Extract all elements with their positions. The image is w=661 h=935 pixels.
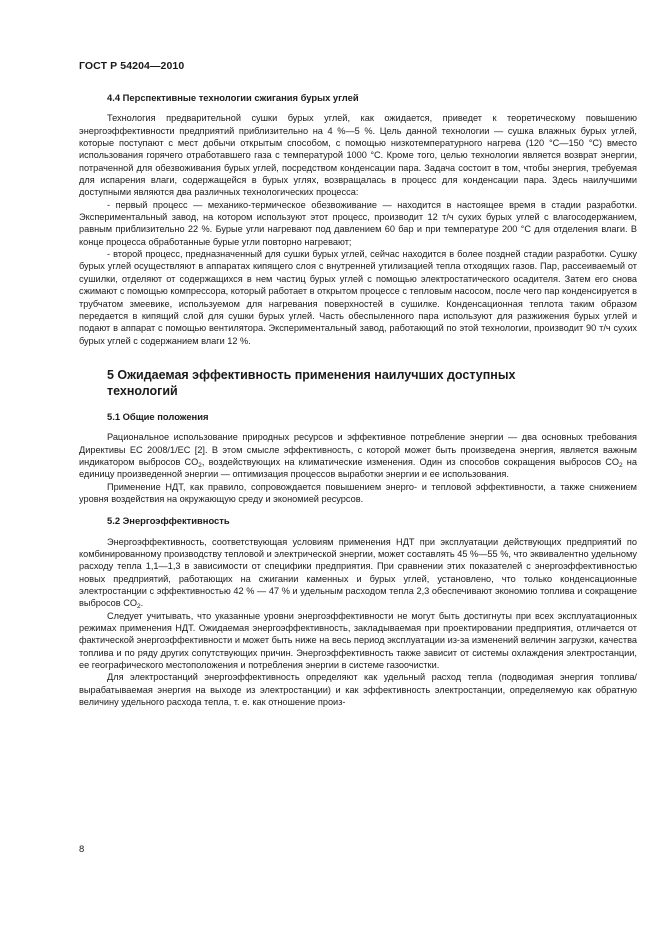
text-run: , воздействующих на климатические изменения. Один из способов сокращения выбросов CO	[201, 456, 620, 467]
section-5-1-heading: 5.1 Общие положения	[107, 410, 209, 422]
subscript: 2	[198, 461, 202, 469]
text-run: .	[140, 598, 144, 609]
list-item: - второй процесс, предназначенный для сушки бурых углей, сейчас находится в более поздней стадии разработки. Сушку бурых углей осуществляют в аппаратах кипящего слоя с внутренней утилизацией тепла отходящих газов. Пар, рассеиваемый от сушилки, отделяют от содержащихся в нем частиц бурых углей с помощью электростатического осадителя. Затем его снова сжимают с помощью компрессора, который работает в открытом процессе с тепловым насосом, после чего пар конденсируется в трубчатом змеевике, используемом для нагревания поверхностей в сушилке. Конденсационная теплота таким образом передается в кипящий слой для сушки бурых углей. Часть обеспыленного пара используют для разжижения бурых углей и подают в аппарат с помощью вентилятора. Экспериментальный завод, работающий по этой технологии, производит 90 т/ч сухих бурых углей с содержанием влаги 12 %.	[79, 249, 637, 346]
paragraph	[79, 536, 637, 610]
text-run: на единицу произведенной энергии — оптимизация процессов выработки энергии и ее использования.	[79, 456, 637, 480]
paragraph	[79, 431, 637, 480]
paragraph: Следует учитывать, что указанные уровни энергоэффективности не могут быть достигнуты при всех эксплуатационных режимах применения НДТ. Ожидаемая энергоэффективность, закладываемая при проектировании предприятия, отличается от фактической энергоэффективности и может быть ниже на весь период эксплуатации из-за изменений величин загрузки, качества топлива и по ряду других сопутствующих причин. Энергоэффективность также зависит от системы охлаждения электростанции, ее географического местоположения и потребления энергии в системе газоочистки.	[79, 610, 637, 671]
page-content	[79, 92, 637, 708]
document-header: ГОСТ Р 54204—2010	[79, 60, 185, 72]
section-5-heading: 5 Ожидаемая эффективность применения наилучших доступных технологий	[107, 367, 516, 398]
list-item: - первый процесс — механико-термическое обезвоживание — находится в настоящее время в стадии разработки. Экспериментальный завод, на котором используют этот процесс, производит 12 т/ч сухих бурых углей с влагосодержанием, равным приблизительно 22 %. Бурые угли нагревают под давлением 60 бар и при температуре 200 °C для отделения влаги. В конце процесса обработанные бурые угли повторно нагревают;	[79, 199, 637, 247]
text-run: Рациональное использование природных ресурсов и эффективное потребление энергии — два основных требования Директивы ЕС 2008/1/ЕС [2]. В этом смысле эффективность, с которой может быть произведена энергия, является важным индикатором выбросов CO	[79, 432, 637, 467]
page-number: 8	[79, 844, 85, 855]
subscript: 2	[137, 603, 141, 611]
paragraph: Для электростанций энергоэффективность определяют как удельный расход тепла (подводимая энергия топлива/вырабатываемая энергия на выходе из электростанции) и как эффективность электростанции, определяемую как обратную величину удельного расхода тепла, т. е. как отношение произ-	[79, 672, 637, 708]
section-5-2-heading: 5.2 Энергоэффективность	[107, 515, 230, 527]
section-4-4-heading: 4.4 Перспективные технологии сжигания бурых углей	[107, 92, 359, 103]
paragraph: Применение НДТ, как правило, сопровождается повышением энерго- и тепловой эффективности, а также снижением уровня воздействия на окружающую среду и экономией ресурсов.	[79, 481, 637, 504]
text-run: Энергоэффективность, соответствующая условиям применения НДТ при эксплуатации действующих предприятий по комбинированному производству тепловой и электрической энергии, может составлять 45 %—55 %, что эквивалентно удельному расходу тепла 1,1—1,3 в зависимости от специфики предприятия. При сравнении этих показателей с энергоэффективностью новых предприятий, работающих на сжигании каменных и бурых углей, установлено, что только конденсационные электростанции с эффективностью 42 % — 47 % и удельным расходом тепла 2,3 обеспечивают экономию топлива и сокращение выбросов CO	[79, 536, 637, 609]
paragraph: Технология предварительной сушки бурых углей, как ожидается, приведет к теоретическому повышению энергоэффективности предприятий приблизительно на 4 %—5 %. Цель данной технологии — сушка влажных бурых углей, которые поступают с мест добычи открытым способом, с помощью низкотемпературного нагрева (120 °C—150 °C) вместо использования горячего отработавшего газа с температурой 1000 °C. Кроме того, целью технологии является возврат энергии, потраченной для обезвоживания бурых углей, посредством конденсации пара. Задача состоит в том, чтобы энергия, требуемая для испарения влаги, содержащейся в бурых углях, возвращалась в процесс для конденсации пара. Здесь наилучшими доступными являются два различных технологических процесса:	[79, 113, 637, 198]
subscript: 2	[619, 461, 623, 469]
